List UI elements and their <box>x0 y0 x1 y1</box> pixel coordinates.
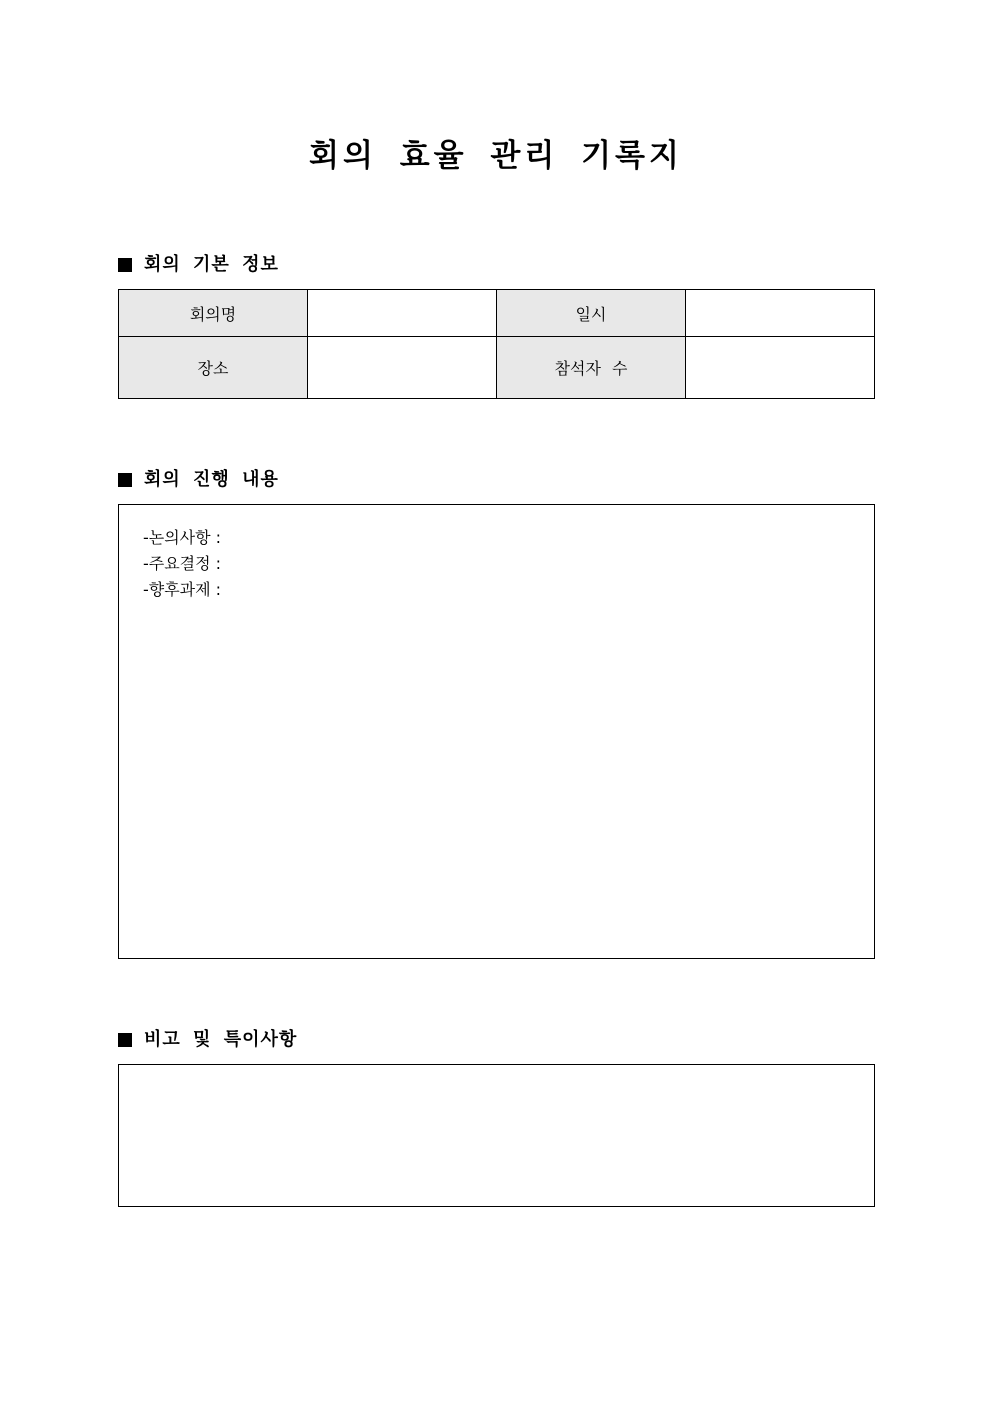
proceedings-box[interactable] <box>118 504 875 959</box>
section-heading-proceedings <box>118 467 279 493</box>
remarks-box[interactable] <box>118 1064 875 1207</box>
square-bullet-icon <box>118 258 132 272</box>
section-heading-label: 회의 기본 정보 <box>144 254 279 275</box>
square-bullet-icon <box>118 473 132 487</box>
attendees-field[interactable] <box>686 337 875 399</box>
section-heading-label: 회의 진행 내용 <box>144 469 279 490</box>
section-heading-basic-info <box>118 252 279 278</box>
table-row <box>119 337 875 399</box>
location-label: 장소 <box>119 337 308 399</box>
section-heading-label: 비고 및 특이사항 <box>144 1029 298 1050</box>
discussion-items-line: -논의사항 : <box>143 528 222 547</box>
follow-up-tasks-line: -향후과제 : <box>143 580 222 599</box>
datetime-field[interactable] <box>686 290 875 337</box>
square-bullet-icon <box>118 1033 132 1047</box>
document-title: 회의 효율 관리 기록지 <box>309 138 683 174</box>
meeting-name-label: 회의명 <box>119 290 308 337</box>
section-heading-remarks <box>118 1027 297 1053</box>
table-row <box>119 290 875 337</box>
basic-info-table <box>118 289 875 399</box>
attendees-label: 참석자 수 <box>497 337 686 399</box>
meeting-name-field[interactable] <box>308 290 497 337</box>
key-decisions-line: -주요결정 : <box>143 554 222 573</box>
location-field[interactable] <box>308 337 497 399</box>
datetime-label: 일시 <box>497 290 686 337</box>
